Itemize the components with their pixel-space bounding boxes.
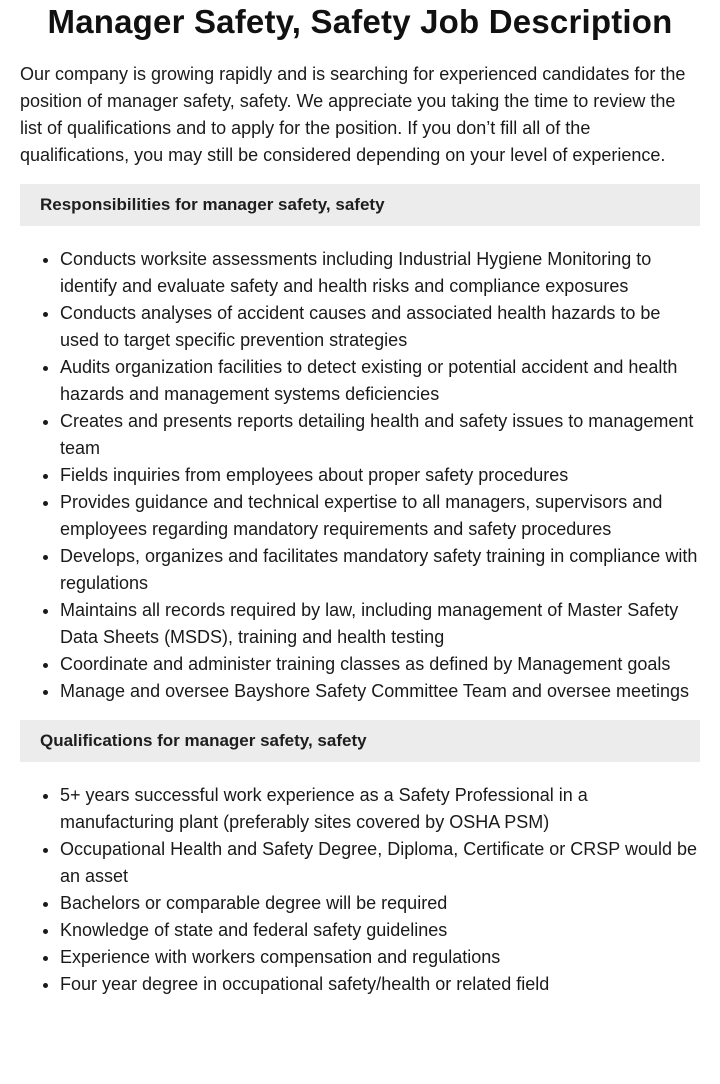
list-item: • Knowledge of state and federal safety guidelines (60, 917, 700, 944)
list-item: • Experience with workers compensation and regulations (60, 944, 700, 971)
list-item: • Conducts analyses of accident causes and associated health hazards to be used to target specific prevention strategies (60, 300, 700, 354)
intro-paragraph: Our company is growing rapidly and is searching for experienced candidates for the position of manager safety, safety. We appreciate you taking the time to review the list of qualifications and to apply for the position. If you don’t fill all of the qualifications, you may still be considered depending on your level of experience. (20, 64, 686, 165)
list-item: • Four year degree in occupational safety/health or related field (60, 971, 700, 998)
list-item: • Fields inquiries from employees about proper safety procedures (60, 462, 700, 489)
list-item: • Audits organization facilities to detect existing or potential accident and health hazards and management systems deficiencies (60, 354, 700, 408)
list-item: • Develops, organizes and facilitates mandatory safety training in compliance with regulations (60, 543, 700, 597)
list-item: • Coordinate and administer training classes as defined by Management goals (60, 651, 700, 678)
qualifications-list (20, 782, 700, 998)
list-item: • Manage and oversee Bayshore Safety Committee Team and oversee meetings (60, 678, 700, 705)
list-item: • Conducts worksite assessments including Industrial Hygiene Monitoring to identify and evaluate safety and health risks and compliance exposures (60, 246, 700, 300)
list-item: • Maintains all records required by law, including management of Master Safety Data Sheets (MSDS), training and health testing (60, 597, 700, 651)
responsibilities-list (20, 246, 700, 705)
qualifications-header: Qualifications for manager safety, safety (20, 720, 700, 762)
list-item: • Occupational Health and Safety Degree, Diploma, Certificate or CRSP would be an asset (60, 836, 700, 890)
list-item: • Creates and presents reports detailing health and safety issues to management team (60, 408, 700, 462)
list-item: • 5+ years successful work experience as a Safety Professional in a manufacturing plant (preferably sites covered by OSHA PSM) (60, 782, 700, 836)
list-item: • Provides guidance and technical expertise to all managers, supervisors and employees regarding mandatory requirements and safety procedures (60, 489, 700, 543)
list-item: • Bachelors or comparable degree will be required (60, 890, 700, 917)
responsibilities-header: Responsibilities for manager safety, safety (20, 184, 700, 226)
page-title: Manager Safety, Safety Job Description (47, 3, 673, 40)
